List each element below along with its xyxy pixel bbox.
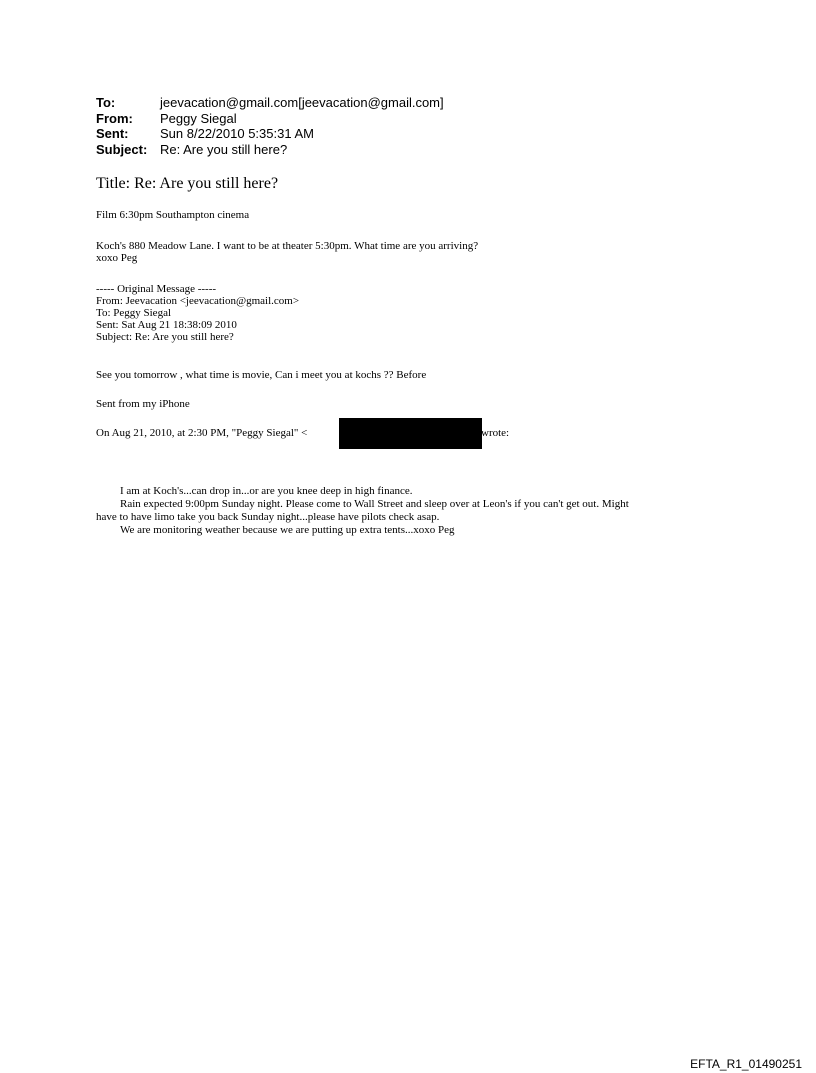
original-to: To: Peggy Siegal	[96, 307, 172, 319]
signature: xoxo Peg	[96, 252, 138, 264]
original-from: From: Jeevacation <jeevacation@gmail.com>	[96, 295, 300, 307]
original-subject: Subject: Re: Are you still here?	[96, 331, 234, 343]
subject-value: Re: Are you still here?	[160, 141, 288, 157]
email-title: Title: Re: Are you still here?	[96, 175, 279, 192]
film-line: Film 6:30pm Southampton cinema	[96, 209, 250, 221]
sent-row	[96, 126, 444, 142]
document-id: EFTA_R1_01490251	[690, 1057, 802, 1071]
to-label: To:	[96, 95, 116, 110]
subject-label: Subject:	[96, 141, 148, 157]
subject-row	[96, 142, 444, 158]
original-sent: Sent: Sat Aug 21 18:38:09 2010	[96, 319, 237, 331]
to-row	[96, 95, 444, 111]
on-date-suffix: wrote:	[481, 427, 510, 439]
quoted-line-1: I am at Koch's...can drop in...or are you knee deep in high finance.	[120, 485, 413, 497]
quoted-line-2: Rain expected 9:00pm Sunday night. Please come to Wall Street and sleep over at Leon's if you can't get out. Might	[120, 498, 629, 510]
from-value: Peggy Siegal	[160, 110, 237, 126]
see-you-line: See you tomorrow , what time is movie, Can i meet you at kochs ?? Before	[96, 369, 427, 381]
original-divider: ----- Original Message -----	[96, 283, 217, 295]
sent-value: Sun 8/22/2010 5:35:31 AM	[160, 126, 314, 141]
to-value: jeevacation@gmail.com[jeevacation@gmail.com]	[160, 95, 444, 110]
quoted-line-3: have to have limo take you back Sunday night...please have pilots check asap.	[96, 511, 440, 523]
sent-from-line: Sent from my iPhone	[96, 398, 190, 410]
redaction-box	[339, 418, 482, 449]
from-row	[96, 111, 444, 127]
koch-line: Koch's 880 Meadow Lane. I want to be at theater 5:30pm. What time are you arriving?	[96, 240, 479, 252]
from-label: From:	[96, 110, 133, 126]
on-date-prefix: On Aug 21, 2010, at 2:30 PM, "Peggy Siegal" <	[96, 427, 308, 439]
email-header	[96, 95, 444, 157]
sent-label: Sent:	[96, 126, 129, 141]
quoted-line-4: We are monitoring weather because we are putting up extra tents...xoxo Peg	[120, 524, 455, 536]
